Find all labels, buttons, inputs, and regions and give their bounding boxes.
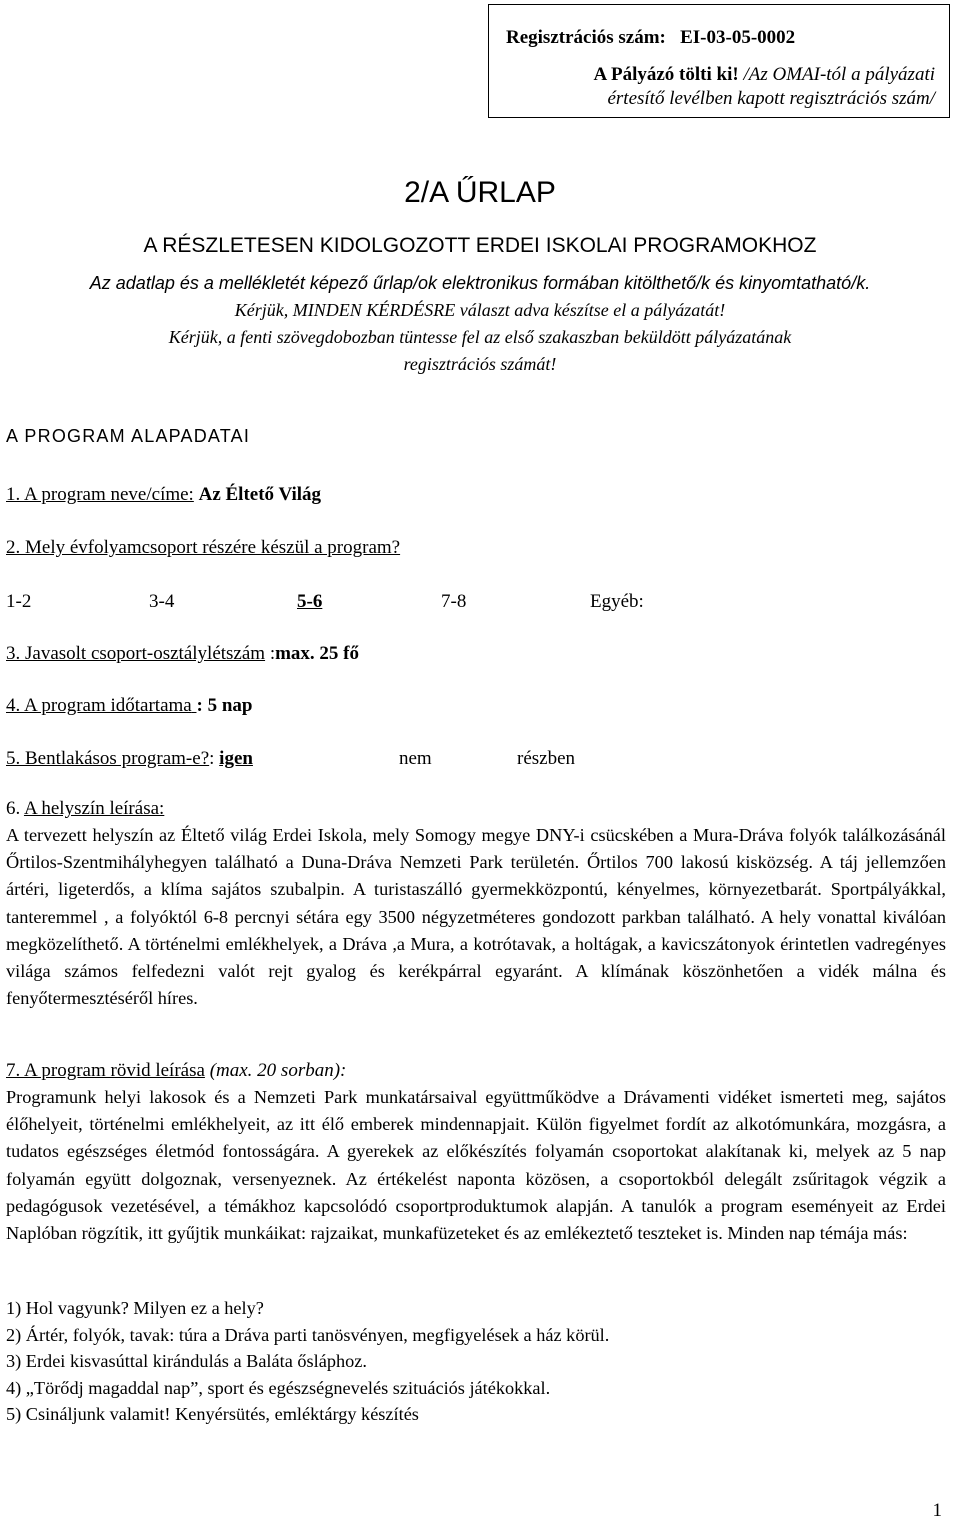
- question-2: [6, 537, 400, 559]
- question-2-label: 2. Mely évfolyamcsoport részére készül a program?: [6, 537, 401, 558]
- section-title: A PROGRAM ALAPADATAI: [6, 426, 251, 446]
- registration-note-italic-2: értesítő levélben kapott regisztrációs szám/: [607, 88, 935, 109]
- question-3-sep: :: [265, 643, 276, 664]
- question-3: [6, 643, 359, 665]
- registration-note-italic-1: /Az OMAI-tól a pályázati: [743, 64, 935, 85]
- day-list: [6, 1295, 609, 1428]
- question-2-option-5: Egyéb:: [590, 591, 644, 612]
- list-item: 5) Csináljunk valamit! Kenyérsütés, emléktárgy készítés: [6, 1404, 419, 1424]
- instructions: [0, 270, 960, 378]
- instruction-2: Kérjük, MINDEN KÉRDÉSRE választ adva készítse el a pályázatát!: [234, 300, 726, 320]
- question-1-answer: Az Éltető Világ: [198, 484, 322, 505]
- question-4: [6, 695, 252, 717]
- question-4-colon: :: [196, 695, 203, 716]
- question-1-label: 1. A program neve/címe:: [6, 484, 194, 505]
- question-5-option-2: nem: [399, 748, 432, 769]
- question-2-option-1: 1-2: [6, 591, 32, 612]
- registration-number: EI-03-05-0002: [680, 27, 796, 48]
- registration-number-box: [488, 4, 950, 118]
- question-7-hint: (max. 20 sorban):: [204, 1060, 347, 1081]
- question-7-heading: [6, 1060, 346, 1082]
- question-5-option-selected: igen: [219, 748, 253, 769]
- question-3-answer: max. 25 fő: [275, 643, 360, 664]
- question-6-label: A helyszín leírása:: [23, 798, 165, 819]
- question-6-text: A tervezett helyszín az Éltető világ Erdei Iskola, mely Somogy megye DNY-i csücskében a Mura-Dráva folyók találkozásánál Őrtilos-Szentmihályhegyen található a Duna-Dráva Nemzeti Park területén. Őrtilos 700 lakosú kisközség. A táj jellemzően ártéri, ligeterdős, a klíma sajátos szubalpin. A turistaszálló gyermekközpontú, kényelmes, környezetbarát. Sportpályákkal, tanteremmel , a folyóktól 6-8 percnyi sétára egy 3500 négyzetméteres gondozott parkban található. A hely vonattal kiválóan megközelíthető. A történelmi emlékhelyek, a Dráva ,a Mura, a kotrótavak, a holtágak, a kavicszátonyok érintetlen vadregényes világa számos felfedezni valót rejt gyalog és kerékpárral egyaránt. A klímának köszönhetően a vidék málna és fenyőtermesztéséről híres.: [6, 825, 946, 1009]
- page-number: 1: [932, 1500, 942, 1521]
- instruction-3: Kérjük, a fenti szövegdobozban tüntesse fel az első szakaszban beküldött pályázatának: [168, 327, 792, 347]
- question-2-option-2: 3-4: [149, 591, 175, 612]
- registration-number-line: [506, 27, 795, 49]
- list-item: 2) Ártér, folyók, tavak: túra a Dráva parti tanösvényen, megfigyelések a ház körül.: [6, 1324, 610, 1345]
- list-item: 4) „Törődj magaddal nap”, sport és egészségnevelés szituációs játékokkal.: [6, 1377, 551, 1398]
- registration-note: [495, 63, 935, 111]
- question-6-num: 6.: [6, 798, 21, 819]
- question-2-option-4: 7-8: [441, 591, 467, 612]
- question-7-label: 7. A program rövid leírása: [6, 1060, 205, 1081]
- question-5-sep: :: [209, 748, 215, 769]
- registration-note-bold: A Pályázó tölti ki!: [593, 64, 739, 85]
- instruction-1: Az adatlap és a mellékletét képező űrlap/ok elektronikus formában kitölthető/k és kinyomtatható/k.: [89, 273, 871, 293]
- question-5-label: 5. Bentlakásos program-e?: [6, 748, 210, 769]
- list-item: 3) Erdei kisvasúttal kirándulás a Baláta ősláphoz.: [6, 1351, 367, 1371]
- form-title: 2/A ŰRLAP: [404, 176, 556, 209]
- question-1: [6, 484, 321, 506]
- question-4-answer: 5 nap: [202, 695, 253, 716]
- question-5-option-3: részben: [517, 748, 576, 769]
- question-7-text: Programunk helyi lakosok és a Nemzeti Park munkatársaival együttműködve a Drávamenti vidéket ismerteti meg, sajátos élőhelyeit, történelmi emlékhelyeit, az itt élő emberek mindennapjait. Külön figyelmet fordít az alkotómunkára, mozgásra, a tudatos egészséges életmód fontosságára. A gyerekek az előkészítés folyamán csoportokat alakítanak ki, melyek az 5 nap folyamán együtt dolgoznak, versenyeznek. Az értékelést naponta közösen, a csoportokból delegált zsűritagok végzik a pedagógusok vezetésével, a témákhoz kapcsolódó csoportproduktumok alapján. A tanulók a program eseményeit az Erdei Naplóban rögzítik, itt gyűjtik munkáikat: rajzaikat, munkafüzeteket és az emlékeztető teszteket is. Minden nap témája más:: [6, 1087, 946, 1244]
- registration-label: Regisztrációs szám:: [506, 27, 666, 48]
- form-subtitle: A RÉSZLETESEN KIDOLGOZOTT ERDEI ISKOLAI PROGRAMOKHOZ: [143, 234, 817, 257]
- question-6-heading: [6, 798, 164, 820]
- question-3-label: 3. Javasolt csoport-osztálylétszám: [6, 643, 266, 664]
- list-item: 1) Hol vagyunk? Milyen ez a hely?: [6, 1298, 264, 1318]
- instruction-4: regisztrációs számát!: [403, 354, 557, 374]
- question-5: [6, 748, 253, 770]
- question-4-label: 4. A program időtartama: [6, 695, 192, 716]
- question-2-option-3-selected: 5-6: [297, 591, 323, 612]
